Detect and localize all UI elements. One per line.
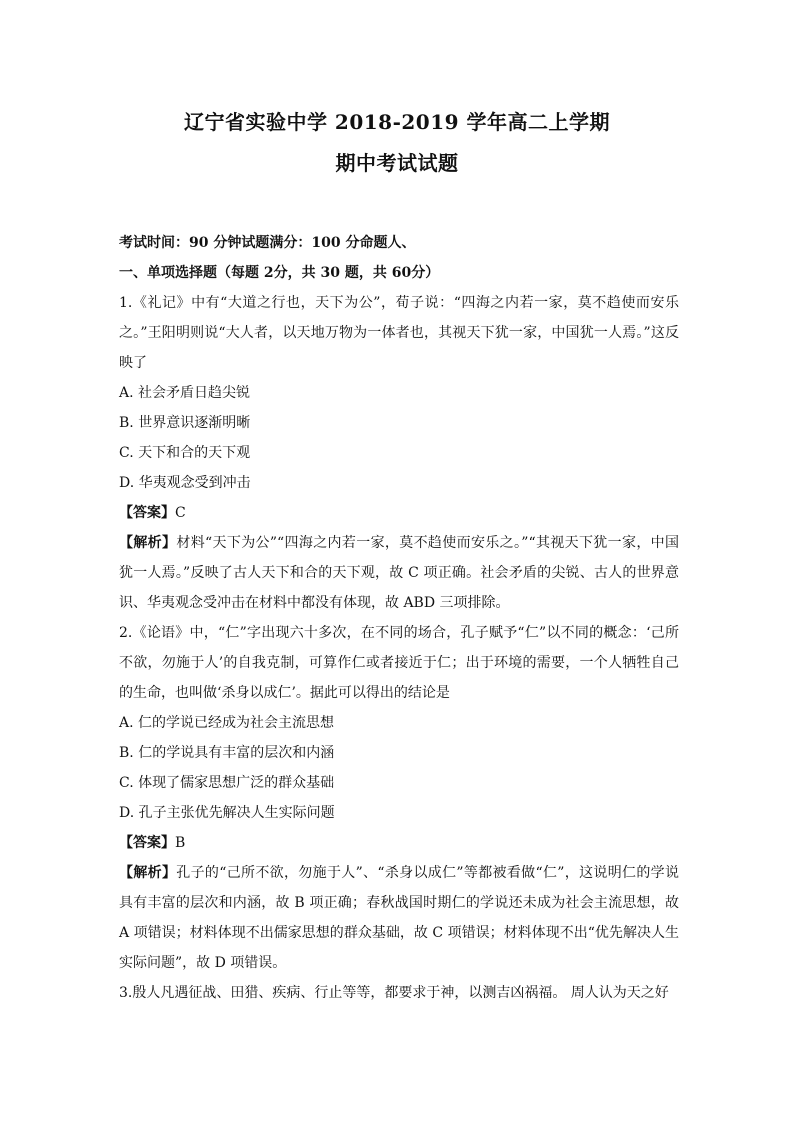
option-d: D. 孔子主张优先解决人生实际问题 [119,805,335,821]
option-a: A. 社会矛盾日趋尖锐 [119,385,251,401]
answer-tag: 【答案】 [119,505,175,521]
option-b: B. 仁的学说具有丰富的层次和内涵 [119,745,335,761]
analysis-tag: 【解析】 [119,865,177,881]
document-title: 辽宁省实验中学 2018-2019 学年高二上学期 [183,110,611,134]
answer-tag: 【答案】 [119,835,175,851]
document-body [119,228,679,1008]
document-subtitle: 期中考试试题 [335,151,459,175]
option-b: B. 世界意识逐渐明晰 [119,415,251,431]
question-stem: 2.《论语》中，“仁”字出现六十多次，在不同的场合，孔子赋予“仁”以不同的概念：‘己所不欲，勿施于人’的自我克制，可算作仁或者接近于仁；出于环境的需要，一个人牺牲自己的生命，也叫做‘杀身以成仁’。据此可以得出的结论是 [119,625,679,701]
answer-line [119,828,679,858]
option-c: C. 天下和合的天下观 [119,445,251,461]
option-a: A. 仁的学说已经成为社会主流思想 [119,715,335,731]
answer-value: C [175,505,186,521]
answer-value: B [175,835,186,851]
question-stem: 3.殷人凡遇征战、田猎、疾病、行止等等，都要求于神，以测吉凶祸福。 周人认为天之好 [119,985,669,1001]
analysis-line [119,858,679,978]
section-heading: 一、单项选择题（每题 2分，共 30 题，共 60分） [119,265,440,281]
question-stem: 1.《礼记》中有“大道之行也，天下为公”，荀子说：“四海之内若一家，莫不趋使而安乐之。”王阳明则说“大人者，以天地万物为一体者也，其视天下犹一家，中国犹一人焉。”这反映了 [119,295,679,371]
option-c: C. 体现了儒家思想广泛的群众基础 [119,775,335,791]
exam-info: 考试时间：90 分钟试题满分：100 分命题人、 [119,235,416,251]
analysis-line [119,528,679,618]
analysis-text: 孔子的“己所不欲，勿施于人”、“杀身以成仁”等都被看做“仁”，这说明仁的学说具有丰富的层次和内涵，故 B 项正确；春秋战国时期仁的学说还未成为社会主流思想，故 A 项错误；材料体现不出儒家思想的群众基础，故 C 项错误；材料体现不出“优先解决人生实际问题”，故 D 项错误。 [119,865,679,971]
analysis-tag: 【解析】 [119,535,177,551]
answer-line [119,498,679,528]
option-d: D. 华夷观念受到冲击 [119,475,251,491]
analysis-text: 材料“天下为公”“四海之内若一家，莫不趋使而安乐之。”“其视天下犹一家，中国犹一人焉。”反映了古人天下和合的天下观，故 C 项正确。社会矛盾的尖锐、古人的世界意识、华夷观念受冲击在材料中都没有体现，故 ABD 三项排除。 [119,535,679,611]
